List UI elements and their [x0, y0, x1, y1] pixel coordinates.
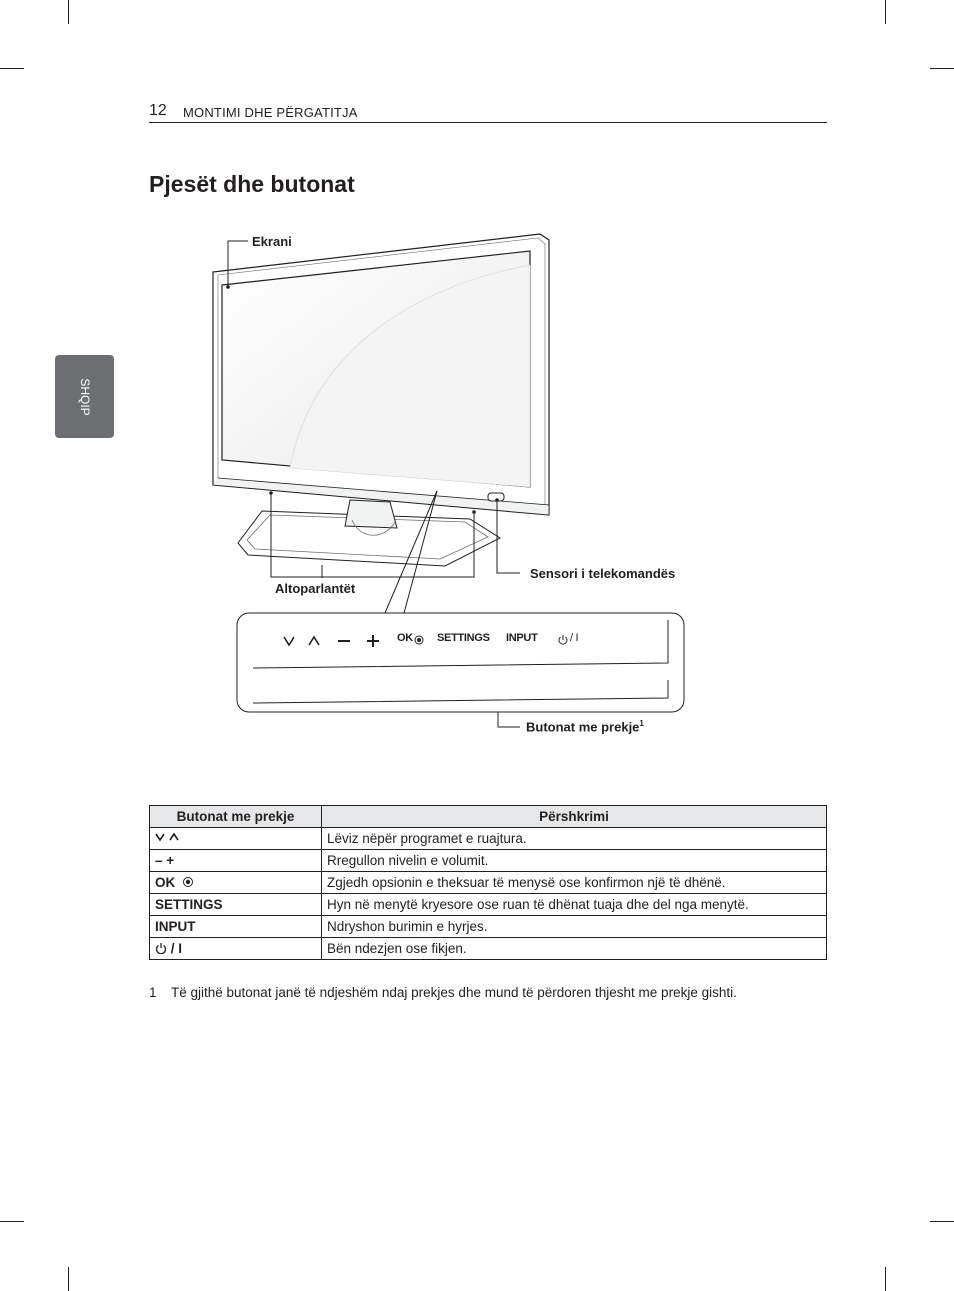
language-tab [55, 355, 114, 438]
panel-settings-label: SETTINGS [437, 632, 490, 644]
table-header-cell: Butonat me prekje [150, 806, 322, 828]
description-cell: Bën ndezjen ose fikjen. [322, 938, 827, 960]
crop-mark [930, 1221, 954, 1222]
control-panel-zoom [237, 613, 684, 712]
footnote-number: 1 [149, 985, 157, 1000]
table-row [150, 828, 827, 850]
button-cell [150, 872, 322, 894]
crop-mark [68, 0, 69, 24]
page-title: Pjesët dhe butonat [149, 171, 355, 197]
table-row [150, 894, 827, 916]
footnote-text: Të gjithë butonat janë të ndjeshëm ndaj prekjes dhe mund të përdoren thjesht me prekje gishti. [171, 985, 737, 1000]
button-cell: – + [150, 850, 322, 872]
tv-stand [238, 500, 500, 566]
description-cell: Ndryshon burimin e hyrjes. [322, 916, 827, 938]
power-icon [155, 942, 167, 954]
tv-illustration [180, 225, 720, 745]
button-cell [150, 938, 322, 960]
description-cell: Lëviz nëpër programet e ruajtura. [322, 828, 827, 850]
footnote-ref: 1 [639, 719, 644, 728]
chevron-down-up-icon [155, 831, 185, 843]
table-header-row [150, 806, 827, 828]
table-row [150, 850, 827, 872]
table-row [150, 938, 827, 960]
panel-power-label: / I [570, 632, 579, 644]
page-header [149, 100, 827, 123]
crop-mark [68, 1267, 69, 1291]
ok-radio-icon [182, 876, 194, 888]
crop-mark [885, 1267, 886, 1291]
button-label: / I [170, 941, 183, 956]
callout-touch-buttons-text: Butonat me prekje [526, 719, 640, 735]
callout-speakers: Altoparlantët [275, 581, 356, 596]
button-cell: INPUT [150, 916, 322, 938]
table-header-cell: Përshkrimi [322, 806, 827, 828]
description-cell: Hyn në menytë kryesore ose ruan të dhënat tuaja dhe del nga menytë. [322, 894, 827, 916]
description-cell: Zgjedh opsionin e theksuar të menysë ose konfirmon një të dhënë. [322, 872, 827, 894]
table-row [150, 872, 827, 894]
button-cell: SETTINGS [150, 894, 322, 916]
crop-mark [0, 1221, 24, 1222]
crop-mark [0, 68, 24, 69]
table-row [150, 916, 827, 938]
callout-remote-sensor: Sensori i telekomandës [530, 566, 676, 581]
button-cell [150, 828, 322, 850]
button-label: OK [155, 875, 176, 890]
callout-touch-buttons [526, 719, 644, 734]
panel-ok-label: OK [397, 632, 413, 644]
buttons-table [149, 805, 827, 960]
page-number: 12 [149, 102, 167, 119]
language-tab-label: SHQIP [77, 377, 92, 416]
section-title: MONTIMI DHE PËRGATITJA [183, 105, 358, 120]
description-cell: Rregullon nivelin e volumit. [322, 850, 827, 872]
crop-mark [885, 0, 886, 24]
crop-mark [930, 68, 954, 69]
panel-input-label: INPUT [506, 632, 538, 644]
callout-screen: Ekrani [252, 234, 292, 249]
